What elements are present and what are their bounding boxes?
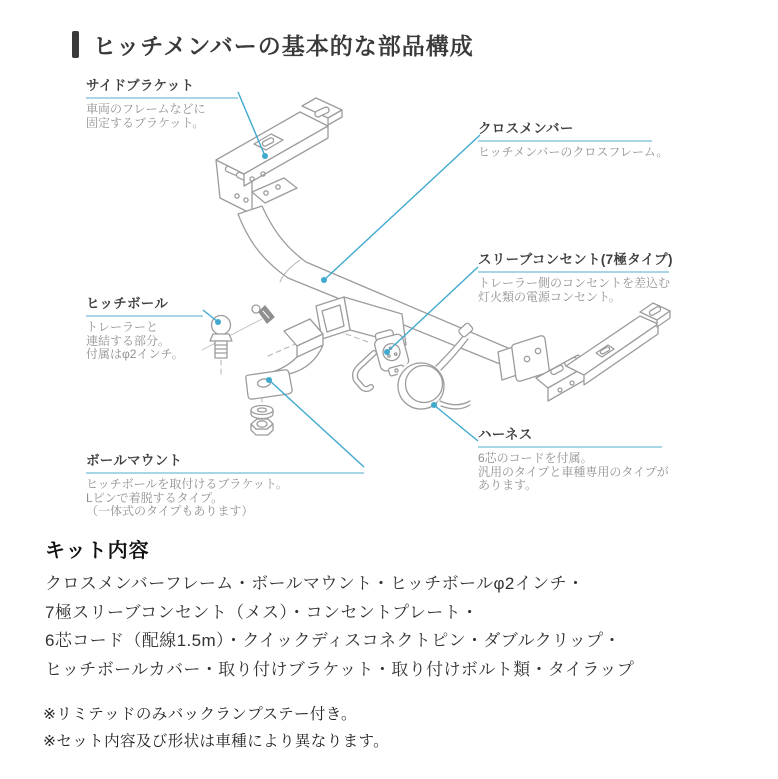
label-hitch-ball bbox=[86, 292, 203, 362]
label-cross-member bbox=[478, 117, 668, 160]
kit-contents-section bbox=[45, 534, 634, 684]
page-title: ヒッチメンバーの基本的な部品構成 bbox=[93, 33, 474, 59]
label-harness-desc: 6芯のコードを付属。 bbox=[478, 451, 593, 465]
label-side-bracket-desc: 固定するブラケット。 bbox=[86, 115, 205, 130]
label-ball-mount-desc: ヒッチボールを取付けるブラケット。 bbox=[86, 477, 288, 491]
label-hitch-ball-desc: トレーラーと bbox=[86, 320, 159, 334]
label-cross-member-title: クロスメンバー bbox=[478, 117, 652, 142]
kit-contents-line: 7極スリーブコンセント（メス）・コンセントプレート・ bbox=[45, 602, 479, 622]
quick-disconnect-pin-drawing bbox=[252, 305, 274, 323]
hitch-ball-drawing bbox=[210, 316, 232, 359]
label-harness-desc: あります。 bbox=[478, 478, 538, 492]
leader-dot-side-bracket bbox=[262, 153, 268, 159]
header-accent-bar bbox=[72, 31, 79, 58]
kit-contents-line: 6芯コード（配線1.5m）・クイックディスコネクトピン・ダブルクリップ・ bbox=[45, 631, 621, 650]
footnotes bbox=[43, 702, 389, 755]
footnote: ※リミテッドのみバックランプステー付き。 bbox=[43, 706, 357, 723]
section-header bbox=[72, 28, 474, 61]
leader-dot-hitch-ball bbox=[215, 319, 221, 325]
label-sleeve-outlet-desc: トレーラー側のコンセントを差込む bbox=[478, 276, 671, 290]
ball-mount-drawing bbox=[246, 319, 323, 399]
label-hitch-ball-desc: 付属はφ2インチ。 bbox=[86, 347, 184, 361]
mounting-plate-drawing bbox=[252, 178, 297, 203]
leader-dot-ball-mount bbox=[266, 377, 272, 383]
nut-drawing bbox=[251, 419, 273, 435]
leader-cross-member bbox=[324, 135, 480, 280]
label-ball-mount-desc: （一体式のタイプもあります） bbox=[86, 504, 254, 518]
leader-dot-cross-member bbox=[321, 277, 327, 283]
label-harness-title: ハーネス bbox=[478, 423, 662, 448]
right-side-bracket-drawing bbox=[536, 303, 670, 401]
kit-contents-line: ヒッチボールカバー・取り付けブラケット・取り付けボルト類・タイラップ bbox=[45, 659, 635, 679]
kit-contents-line: クロスメンバーフレーム・ボールマウント・ヒッチボールφ2インチ・ bbox=[45, 574, 585, 593]
l-pin-drawing bbox=[355, 353, 374, 389]
footnote: ※セット内容及び形状は車種により異なります。 bbox=[43, 732, 390, 750]
washer-drawing bbox=[251, 406, 273, 419]
label-cross-member-desc: ヒッチメンバーのクロスフレーム。 bbox=[478, 145, 669, 159]
label-hitch-ball-title: ヒッチボール bbox=[86, 292, 203, 317]
label-side-bracket bbox=[86, 74, 238, 130]
label-side-bracket-title: サイドブラケット bbox=[86, 74, 238, 99]
label-harness bbox=[478, 423, 669, 493]
leader-harness bbox=[434, 405, 478, 441]
label-ball-mount-desc: Lピンで着脱するタイプ。 bbox=[86, 490, 224, 505]
label-side-bracket-desc: 車両のフレームなどに bbox=[86, 102, 206, 116]
leader-dot-harness bbox=[431, 402, 437, 408]
label-harness-desc: 汎用のタイプと車種専用のタイプが bbox=[478, 464, 669, 479]
label-ball-mount-title: ボールマウント bbox=[86, 449, 364, 474]
kit-contents-heading: キット内容 bbox=[45, 540, 150, 562]
leader-dot-sleeve-outlet bbox=[384, 349, 390, 355]
label-sleeve-outlet-title: スリーブコンセント(7極タイプ) bbox=[478, 248, 669, 273]
label-sleeve-outlet bbox=[478, 248, 673, 304]
label-ball-mount bbox=[86, 449, 364, 519]
label-sleeve-outlet-desc: 灯火類の電源コンセント。 bbox=[478, 289, 621, 304]
label-hitch-ball-desc: 連結する部分。 bbox=[86, 333, 171, 348]
